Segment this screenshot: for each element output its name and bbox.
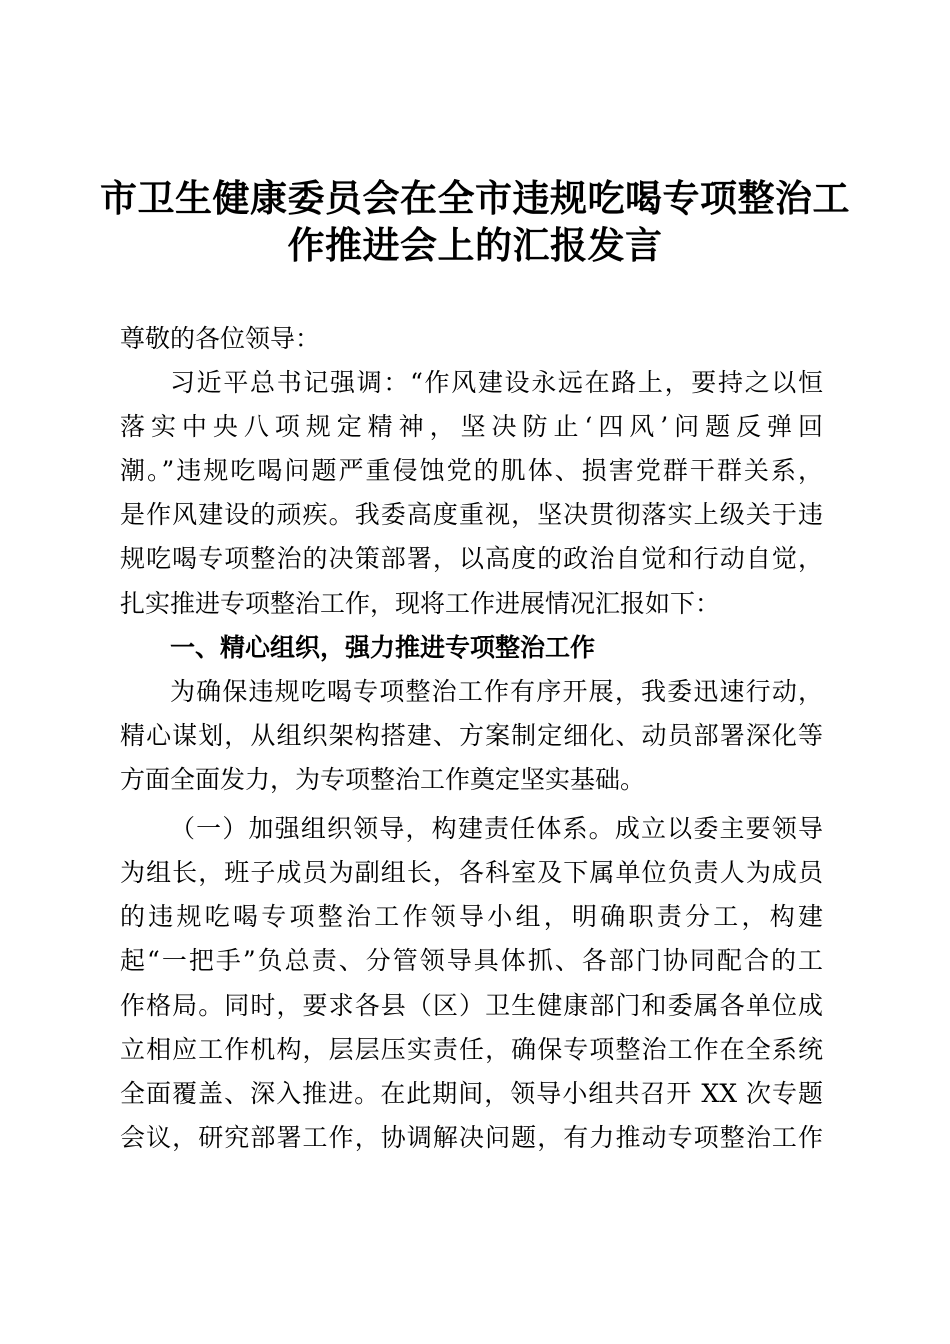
- paragraph-2-line: 为确保违规吃喝专项整治工作有序开展，我委迅速行动，: [170, 677, 823, 706]
- paragraph-3-line: 全面覆盖、深入推进。在此期间，领导小组共召开 XX 次专题: [120, 1079, 823, 1108]
- paragraph-1-line: 是作风建设的顽疾。我委高度重视，坚决贯彻落实上级关于违: [120, 500, 823, 529]
- paragraph-3-line: 立相应工作机构，层层压实责任，确保专项整治工作在全系统: [120, 1035, 823, 1064]
- paragraph-3-line: 作格局。同时，要求各县（区）卫生健康部门和委属各单位成: [120, 991, 823, 1020]
- salutation: 尊敬的各位领导：: [120, 324, 321, 353]
- paragraph-1-line: 潮。”违规吃喝问题严重侵蚀党的肌体、损害党群干群关系，: [120, 456, 823, 485]
- paragraph-2-line: 方面全面发力，为专项整治工作奠定坚实基础。: [120, 765, 646, 794]
- paragraph-3-line: （一）加强组织领导，构建责任体系。成立以委主要领导: [170, 814, 823, 843]
- paragraph-2-line: 精心谋划，从组织架构搭建、方案制定细化、动员部署深化等: [120, 721, 823, 750]
- paragraph-1-line: 扎实推进专项整治工作，现将工作进展情况汇报如下：: [120, 589, 721, 618]
- paragraph-3-line: 为组长，班子成员为副组长，各科室及下属单位负责人为成员: [120, 858, 823, 887]
- paragraph-1-line: 习近平总书记强调：“作风建设永远在路上，要持之以恒: [170, 368, 823, 397]
- document-title-line-1: 市卫生健康委员会在全市违规吃喝专项整治工: [100, 176, 850, 220]
- section-heading-1: 一、精心组织，强力推进专项整治工作: [170, 633, 596, 662]
- paragraph-1-line: 规吃喝专项整治的决策部署，以高度的政治自觉和行动自觉，: [120, 544, 823, 573]
- document-title-line-2: 作推进会上的汇报发言: [287, 223, 663, 267]
- paragraph-3-line: 的违规吃喝专项整治工作领导小组，明确职责分工，构建: [120, 902, 823, 931]
- paragraph-3-line: 起“一把手”负总责、分管领导具体抓、各部门协同配合的工: [120, 946, 823, 975]
- paragraph-3-line: 会议，研究部署工作，协调解决问题，有力推动专项整治工作: [120, 1123, 823, 1152]
- paragraph-1-line: 落实中央八项规定精神，坚决防止‘四风’问题反弹回: [120, 412, 823, 441]
